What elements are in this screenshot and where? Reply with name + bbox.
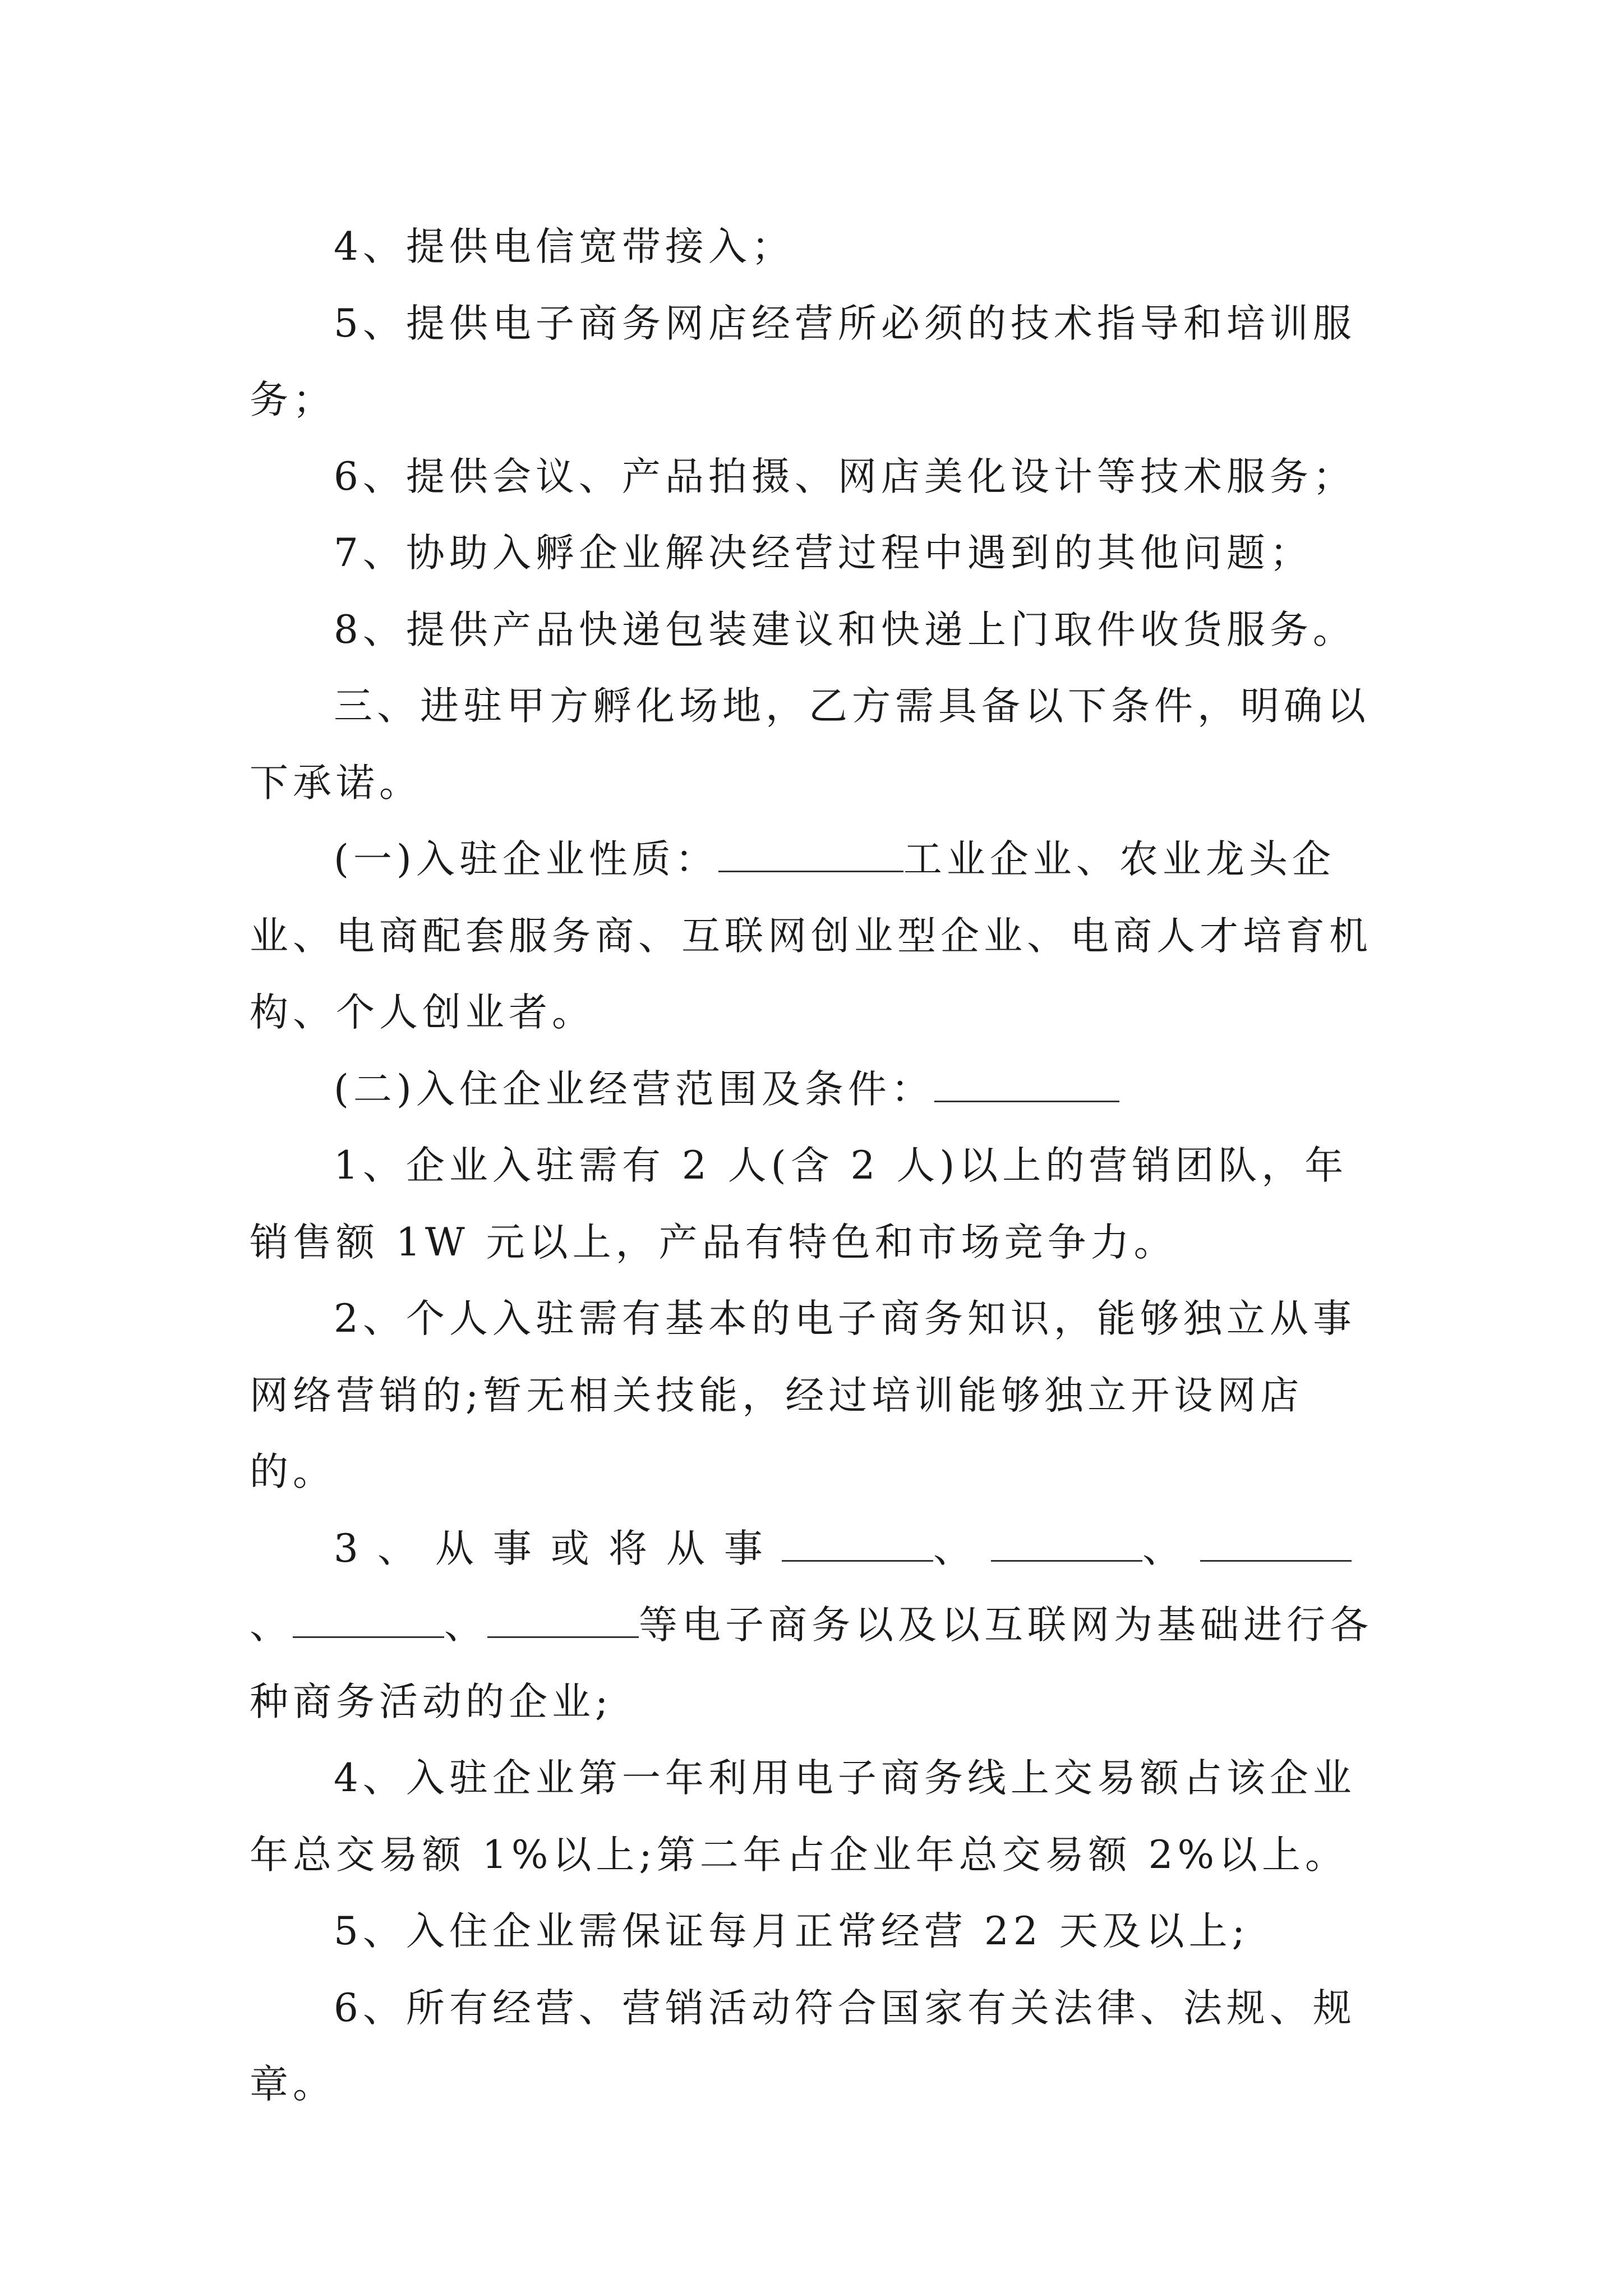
business-scope-blank[interactable]: [934, 1069, 1119, 1102]
paragraph-section-three: 三、进驻甲方孵化场地，乙方需具备以下条件，明确以下承诺。: [250, 684, 1370, 806]
paragraph-business-scope: [250, 1051, 1388, 1128]
business-scope-label: (二)入住企业经营范围及条件：: [334, 1066, 934, 1112]
paragraph-condition-six: 6、所有经营、营销活动符合国家有关法律、法规、规章。: [250, 1985, 1356, 2107]
enterprise-nature-options: 工业企业、农业龙头企业、电商配套服务商、互联网创业型企业、电商人才培育机构、个人创业者。: [250, 837, 1372, 1035]
separator: 、: [444, 1603, 487, 1648]
enterprise-nature-label: (一)入驻企业性质：: [334, 837, 718, 882]
business-blank-3[interactable]: [1200, 1529, 1352, 1562]
business-blank-1[interactable]: [782, 1529, 933, 1562]
condition-three-suffix: 等电子商务以及以互联网为基础进行各种商务活动的企业;: [250, 1603, 1373, 1724]
paragraph-express: 8、提供产品快递包装建议和快递上门取件收货服务。: [334, 607, 1356, 652]
condition-three-prefix: 3、从事或将从事: [334, 1526, 782, 1571]
paragraph-condition-four: 4、入驻企业第一年利用电子商务线上交易额占该企业年总交易额 1%以上;第二年占企业年总交易额 2%以上。: [250, 1756, 1356, 1878]
paragraph-condition-five: 5、入住企业需保证每月正常经营 22 天及以上;: [334, 1909, 1249, 1954]
enterprise-nature-blank[interactable]: [718, 839, 903, 872]
paragraph-enterprise-nature: [250, 821, 1388, 1051]
paragraph-broadband: 4、提供电信宽带接入；: [334, 224, 795, 269]
separator: 、: [933, 1526, 991, 1571]
business-blank-2[interactable]: [991, 1529, 1142, 1562]
paragraph-services: 6、提供会议、产品拍摄、网店美化设计等技术服务；: [334, 454, 1356, 499]
paragraph-condition-one: 1、企业入驻需有 2 人(含 2 人)以上的营销团队，年销售额 1W 元以上，产品有特色和市场竞争力。: [250, 1143, 1348, 1265]
document-body: [250, 209, 1388, 2123]
paragraph-condition-two: 2、个人入驻需有基本的电子商务知识，能够独立从事网络营销的;暂无相关技能，经过培训能够独立开设网店的。: [250, 1296, 1356, 1494]
paragraph-training: 5、提供电子商务网店经营所必须的技术指导和培训服务；: [250, 301, 1356, 422]
separator: 、: [250, 1603, 293, 1648]
business-blank-4[interactable]: [293, 1605, 444, 1638]
separator: 、: [1142, 1526, 1200, 1571]
paragraph-assistance: 7、协助入孵企业解决经营过程中遇到的其他问题；: [334, 531, 1313, 576]
business-blank-5[interactable]: [487, 1605, 639, 1638]
paragraph-condition-three: [250, 1511, 1388, 1741]
